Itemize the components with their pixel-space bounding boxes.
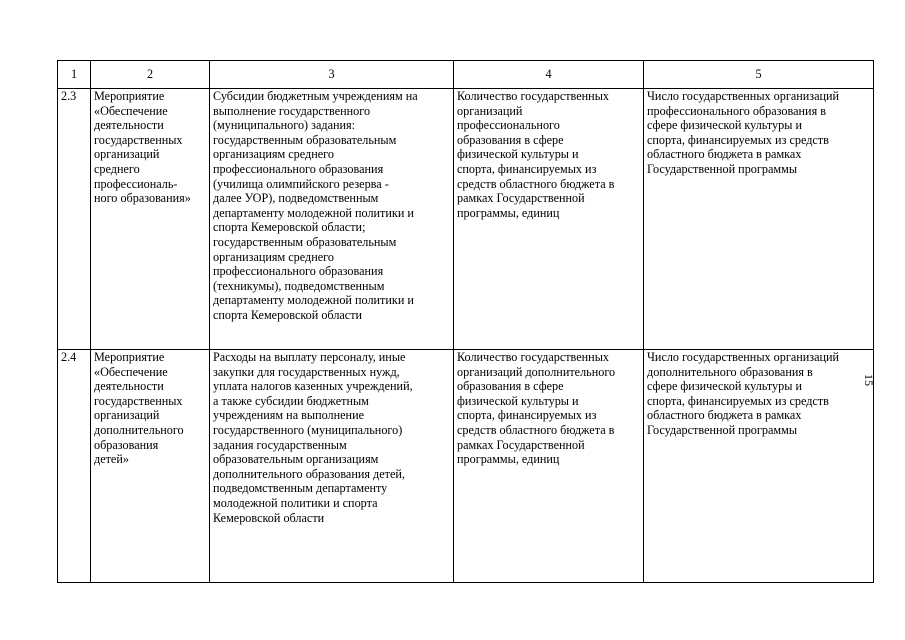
indicator-text: Количество государственных организаций профессионального образования в сфере физической культуры и спорта, финансируемых из средств областного бюджета в рамках Государственной программы, единиц xyxy=(457,89,615,220)
row-number: 2.3 xyxy=(58,89,91,350)
table-row xyxy=(58,350,874,583)
page-number: 15 xyxy=(862,374,876,386)
method-cell xyxy=(644,350,874,583)
method-text: Число государственных организаций дополнительного образования в сфере физической культуры и спорта, финансируемых из средств областного бюджета в рамках Государственной программы xyxy=(647,350,840,437)
description-cell xyxy=(210,350,454,583)
measures-table xyxy=(57,60,874,583)
column-header: 4 xyxy=(454,61,644,89)
column-header: 3 xyxy=(210,61,454,89)
method-cell xyxy=(644,89,874,350)
column-header: 5 xyxy=(644,61,874,89)
description-text: Расходы на выплату персоналу, иные закупки для государственных нужд, уплата налогов казенных учреждений, а также субсидии бюджетным учреждениям на выполнение государственного (муниципального) задания государственным образовательным организациям дополнительного образования детей, подведомственным департаменту молодежной политики и спорта Кемеровской области xyxy=(213,350,413,525)
table-header-row xyxy=(58,61,874,89)
description-cell xyxy=(210,89,454,350)
column-header: 2 xyxy=(91,61,210,89)
column-header: 1 xyxy=(58,61,91,89)
measure-cell xyxy=(91,89,210,350)
measure-text: Мероприятие «Обеспечение деятельности государственных организаций дополнительного образования детей» xyxy=(94,350,184,467)
description-text: Субсидии бюджетным учреждениям на выполнение государственного (муниципального) задания: государственным образовательным организациям среднего профессионального образования (училища олимпийского резерва - далее УОР), подведомственным департаменту молодежной политики и спорта Кемеровской области; государственным образовательным организациям среднего профессионального образования (техникумы), подведомственным департаменту молодежной политики и спорта Кемеровской области xyxy=(213,89,418,322)
method-text: Число государственных организаций профессионального образования в сфере физической культуры и спорта, финансируемых из средств областного бюджета в рамках Государственной программы xyxy=(647,89,840,176)
row-number: 2.4 xyxy=(58,350,91,583)
measure-text: Мероприятие «Обеспечение деятельности государственных организаций среднего профессиональ- ного образования» xyxy=(94,89,191,206)
measure-cell xyxy=(91,350,210,583)
indicator-cell xyxy=(454,350,644,583)
indicator-text: Количество государственных организаций дополнительного образования в сфере физической культуры и спорта, финансируемых из средств областного бюджета в рамках Государственной программы, единиц xyxy=(457,350,616,467)
table-row xyxy=(58,89,874,350)
indicator-cell xyxy=(454,89,644,350)
